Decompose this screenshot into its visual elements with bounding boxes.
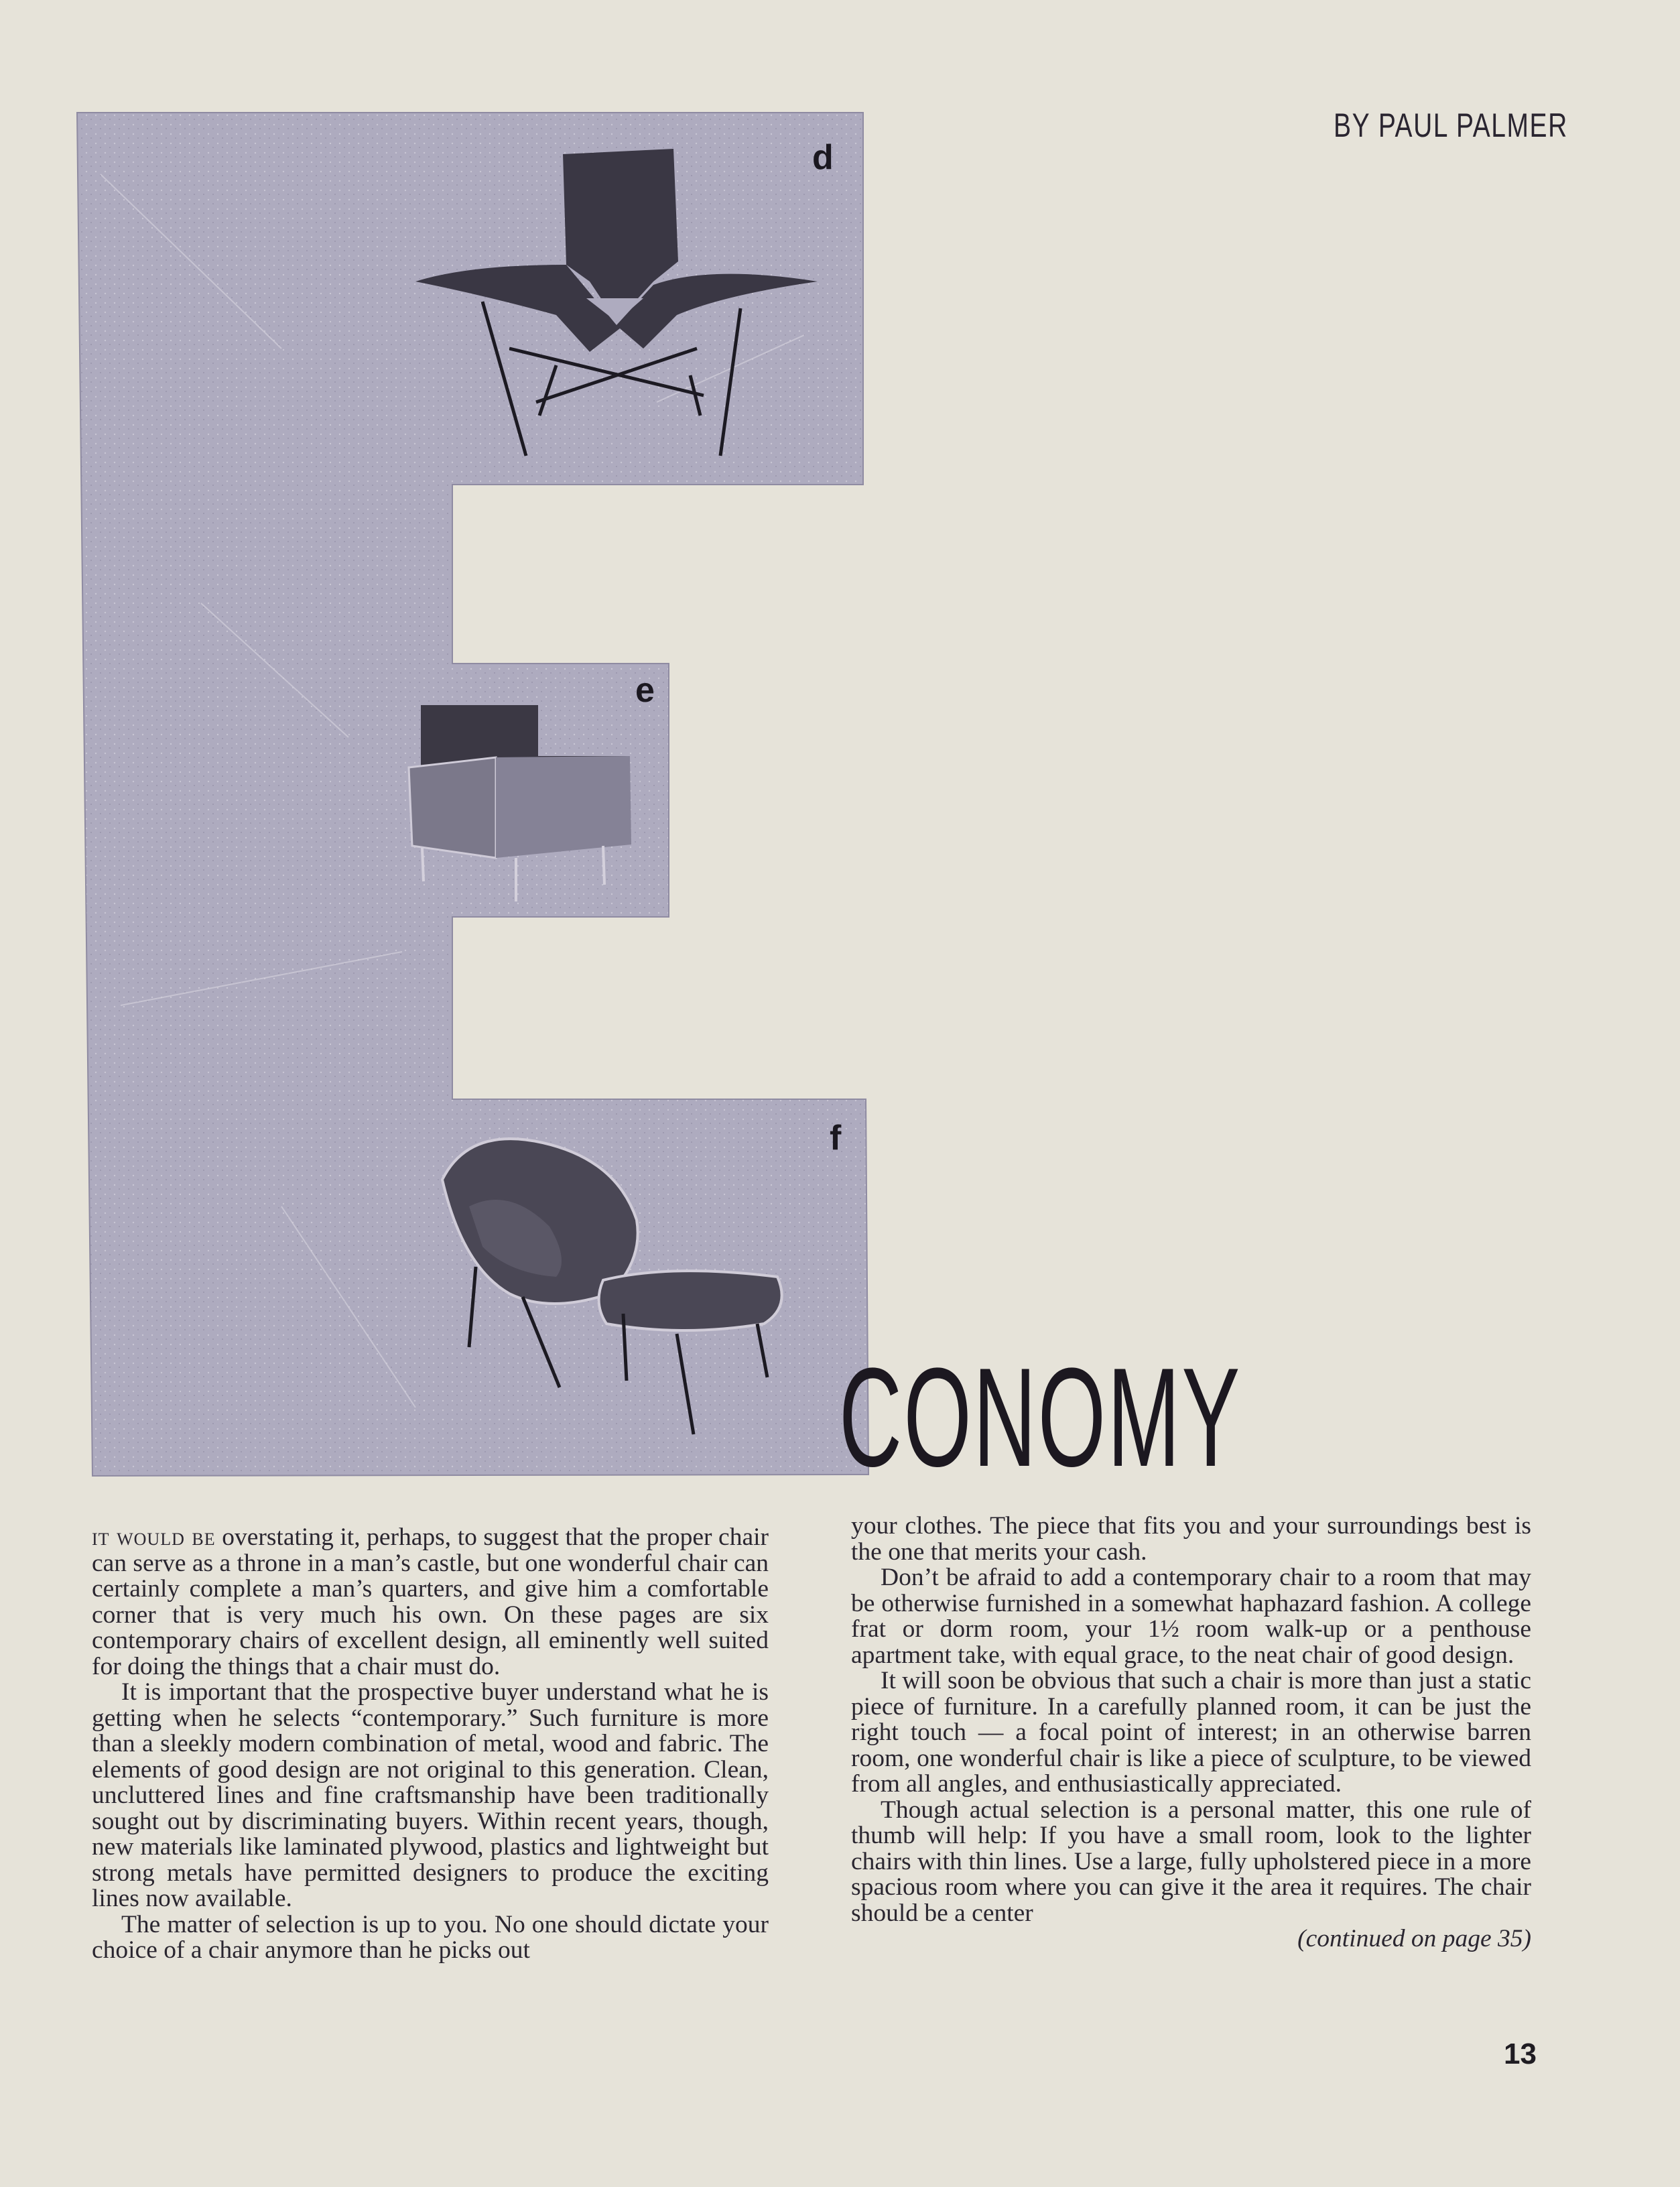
page-number: 13 [1504, 2038, 1537, 2070]
panel-label-d: d [812, 138, 834, 177]
collage-graphic [0, 0, 885, 1481]
paragraph-1-text: overstating it, perhaps, to suggest that the proper chair can serve as a throne in a man’s castle, but one wonderful chair can certainly complete a man’s quarters, and give him a comfortable corner that is very much his own. On these pages are six contemporary chairs of excellent design, all eminently well suited for doing the things that a chair must do. [92, 1523, 769, 1680]
paragraph-7: Though actual selection is a personal matter, this one rule of thumb will help: If you have a small room, look to the lighter chairs with thin lines. Use a large, fully upholstered piece in a more spacious room where you can give it the area it requires. The chair should be a center [851, 1796, 1531, 1927]
article-column-right [851, 1513, 1531, 1952]
paragraph-5: Don’t be afraid to add a contemporary chair to a room that may be otherwise furnished in a somewhat haphazard fashion. A college frat or dorm room, your 1½ room walk-up or a penthouse apartment take, with equal grace, to the neat chair of good design. [851, 1564, 1531, 1669]
byline: BY PAUL PALMER [1334, 107, 1568, 144]
continued-note: (continued on page 35) [1297, 1925, 1531, 1952]
letter-e-photo-collage [0, 0, 885, 1481]
paragraph-3: The matter of selection is up to you. No one should dictate your choice of a chair anymore than he picks out [92, 1910, 769, 1964]
article-column-left [92, 1525, 769, 1964]
lead-in: it would be [92, 1523, 216, 1551]
paragraph-6: It will soon be obvious that such a chair is more than just a static piece of furniture. In a carefully planned room, it can be just the right touch — a focal point of interest; in an otherwise barren room, one wonderful chair is like a piece of sculpture, to be viewed from all angles, and enthusiastically appreciated. [851, 1667, 1531, 1798]
panel-label-e: e [635, 671, 655, 710]
paragraph-2: It is important that the prospective buyer understand what he is getting when he selects “contemporary.” Such furniture is more than a sleekly modern combination of metal, wood and fabric. The elements of good design are not original to this generation. Clean, uncluttered lines and fine craftsmanship have been traditionally sought out by discriminating buyers. Within recent years, though, new materials like laminated plywood, plastics and lightweight but strong metals have permitted designers to produce the exciting lines now available. [92, 1678, 769, 1912]
paragraph-4: your clothes. The piece that fits you and your surroundings best is the one that merits your cash. [851, 1512, 1531, 1566]
panel-label-f: f [830, 1119, 842, 1158]
paragraph-1 [92, 1525, 769, 1680]
article-title-rest: CONOMY [839, 1338, 1242, 1496]
